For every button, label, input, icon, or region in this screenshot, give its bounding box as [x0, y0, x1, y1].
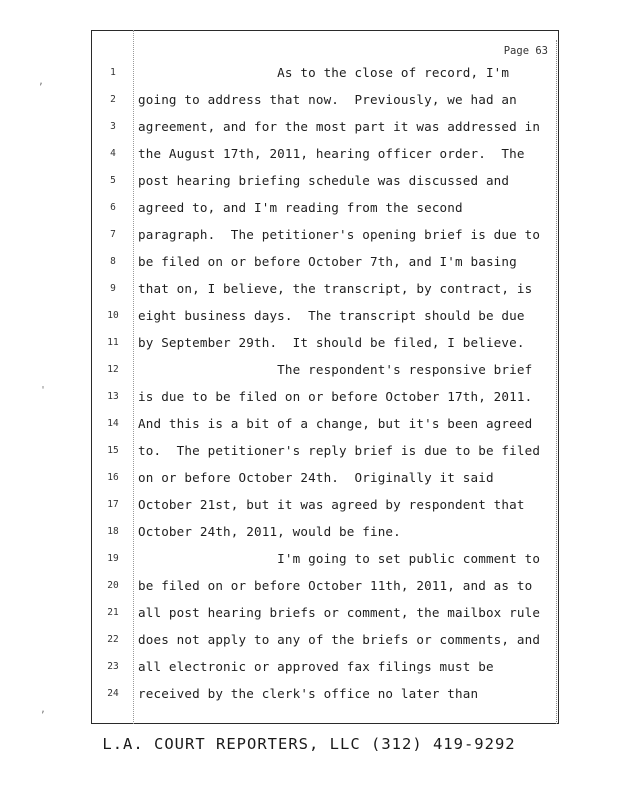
line-number: 8	[110, 256, 116, 267]
line-number: 19	[107, 553, 119, 564]
line-number: 7	[110, 229, 116, 240]
margin-tick-mark: ,	[40, 704, 47, 715]
transcript-line	[0, 275, 618, 302]
line-text: all post hearing briefs or comment, the mailbox rule	[138, 605, 541, 620]
line-text: eight business days. The transcript should be due	[138, 308, 525, 323]
transcript-line	[0, 329, 618, 356]
line-number: 15	[107, 445, 119, 456]
line-number: 2	[110, 94, 116, 105]
line-text: the August 17th, 2011, hearing officer order. The	[138, 146, 525, 161]
margin-tick-mark: ,	[38, 76, 45, 87]
line-number: 18	[107, 526, 119, 537]
line-text: by September 29th. It should be filed, I believe.	[138, 335, 525, 350]
transcript-line	[0, 518, 618, 545]
transcript-line	[0, 356, 618, 383]
line-number: 9	[110, 283, 116, 294]
court-reporter-footer: L.A. COURT REPORTERS, LLC (312) 419-9292	[102, 735, 516, 753]
transcript-line	[0, 140, 618, 167]
line-number: 6	[110, 202, 116, 213]
margin-tick-mark: '	[40, 385, 47, 396]
line-number: 21	[107, 607, 119, 618]
transcript-line	[0, 302, 618, 329]
line-text: be filed on or before October 7th, and I'm basing	[138, 254, 517, 269]
line-number: 4	[110, 148, 116, 159]
transcript-line	[0, 464, 618, 491]
transcript-line	[0, 680, 618, 707]
line-text: to. The petitioner's reply brief is due to be filed	[138, 443, 541, 458]
page-number: Page 63	[503, 45, 548, 57]
line-text: going to address that now. Previously, we had an	[138, 92, 517, 107]
transcript-line	[0, 626, 618, 653]
transcript-line	[0, 572, 618, 599]
line-text: post hearing briefing schedule was discussed and	[138, 173, 510, 188]
line-number: 22	[107, 634, 119, 645]
transcript-line	[0, 653, 618, 680]
line-text: on or before October 24th. Originally it said	[138, 470, 494, 485]
line-text: all electronic or approved fax filings must be	[138, 659, 494, 674]
line-text: October 24th, 2011, would be fine.	[138, 524, 401, 539]
line-text: does not apply to any of the briefs or comments, and	[138, 632, 541, 647]
transcript-line	[0, 437, 618, 464]
line-text: I'm going to set public comment to	[138, 551, 541, 566]
transcript-line	[0, 194, 618, 221]
transcript-line	[0, 221, 618, 248]
line-number: 1	[110, 67, 116, 78]
line-number: 24	[107, 688, 119, 699]
line-text: agreed to, and I'm reading from the second	[138, 200, 463, 215]
line-number: 10	[107, 310, 119, 321]
line-text: is due to be filed on or before October 17th, 2011.	[138, 389, 533, 404]
line-number: 11	[107, 337, 119, 348]
line-number: 23	[107, 661, 119, 672]
transcript-line	[0, 599, 618, 626]
line-number: 13	[107, 391, 119, 402]
transcript-line	[0, 383, 618, 410]
line-text: The respondent's responsive brief	[138, 362, 533, 377]
line-text: paragraph. The petitioner's opening brief is due to	[138, 227, 541, 242]
line-number: 17	[107, 499, 119, 510]
line-number: 3	[110, 121, 116, 132]
line-number: 16	[107, 472, 119, 483]
transcript-line	[0, 491, 618, 518]
line-text: And this is a bit of a change, but it's been agreed	[138, 416, 533, 431]
transcript-line	[0, 248, 618, 275]
line-text: As to the close of record, I'm	[138, 65, 510, 80]
transcript-line	[0, 410, 618, 437]
line-text: agreement, and for the most part it was addressed in	[138, 119, 541, 134]
transcript-line	[0, 167, 618, 194]
line-text: received by the clerk's office no later than	[138, 686, 479, 701]
line-number: 5	[110, 175, 116, 186]
line-text: October 21st, but it was agreed by respondent that	[138, 497, 525, 512]
line-text: that on, I believe, the transcript, by contract, is	[138, 281, 533, 296]
transcript-line	[0, 113, 618, 140]
transcript-line	[0, 86, 618, 113]
line-number: 12	[107, 364, 119, 375]
transcript-line	[0, 59, 618, 86]
line-number: 14	[107, 418, 119, 429]
line-number: 20	[107, 580, 119, 591]
line-text: be filed on or before October 11th, 2011, and as to	[138, 578, 533, 593]
transcript-line	[0, 545, 618, 572]
